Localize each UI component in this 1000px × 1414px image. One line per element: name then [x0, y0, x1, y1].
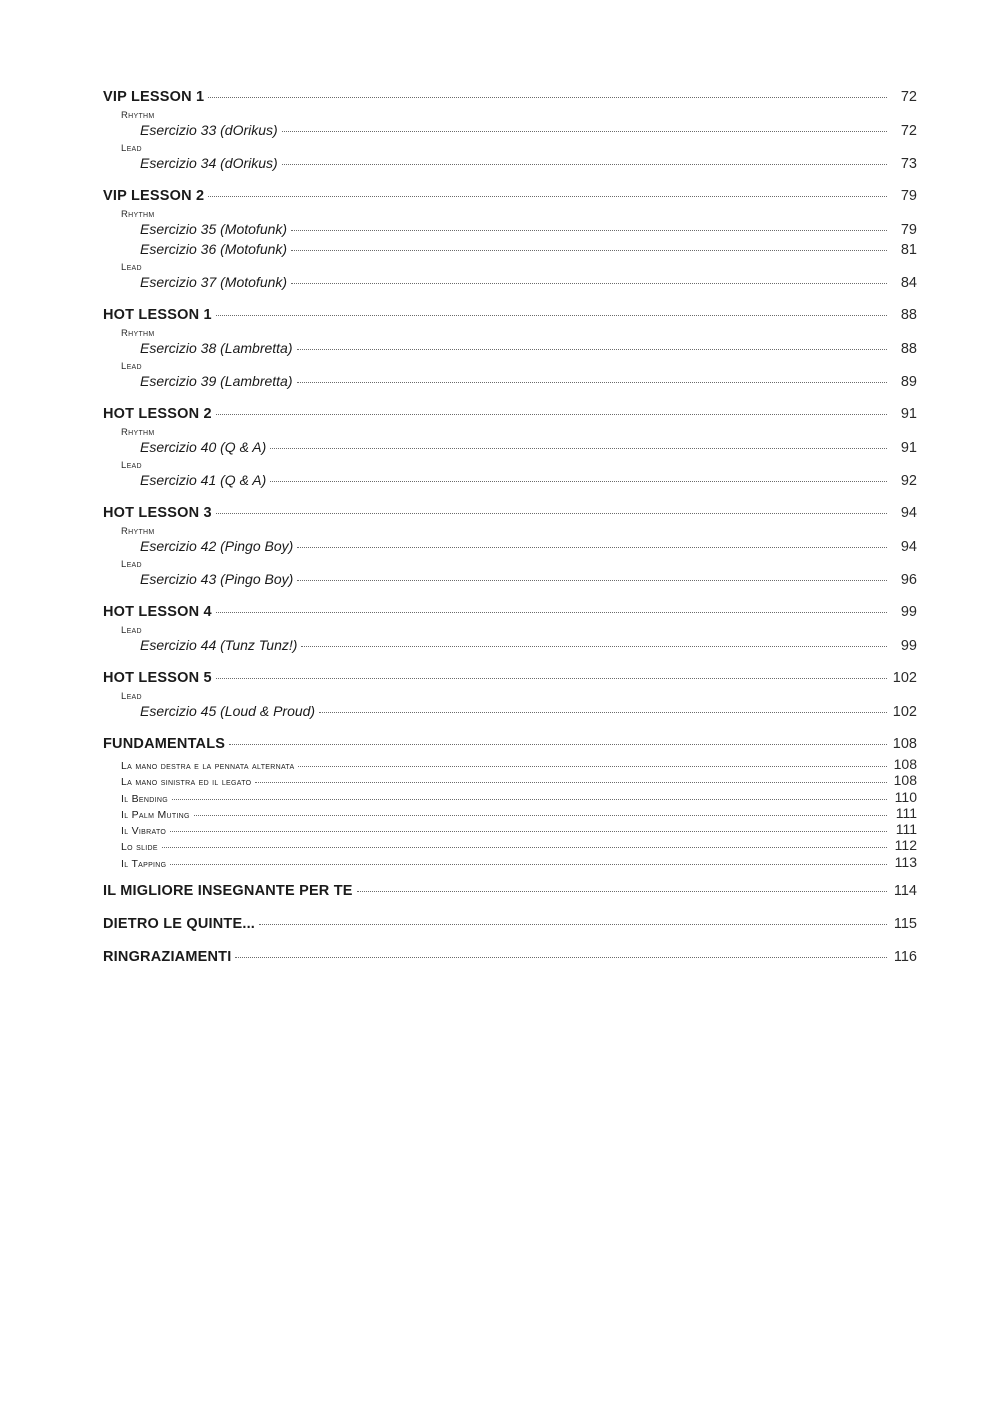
- lesson-entry[interactable]: [103, 89, 917, 109]
- lesson-entry-page-number: 91: [900, 406, 917, 422]
- lesson-entry[interactable]: [103, 406, 917, 426]
- toc-section-final: [103, 916, 917, 936]
- dot-leader: [297, 580, 887, 581]
- part-label: Rhythm: [121, 110, 155, 121]
- lesson-entry-title: HOT LESSON 3: [103, 505, 212, 521]
- fundamentals-item-page-number: 110: [894, 788, 917, 805]
- toc-section: [103, 188, 917, 294]
- fundamentals-item-page-number: 111: [895, 804, 917, 821]
- lesson-entry-title: HOT LESSON 4: [103, 604, 212, 620]
- dot-leader: [319, 712, 887, 713]
- toc-section: [103, 505, 917, 591]
- toc-section: [103, 604, 917, 657]
- exercise-entry[interactable]: [103, 340, 917, 360]
- lesson-entry[interactable]: [103, 670, 917, 690]
- exercise-entry-title: Esercizio 39 (Lambretta): [140, 373, 293, 389]
- fundamentals-item[interactable]: [103, 789, 917, 805]
- lesson-entry-page-number: 102: [892, 670, 917, 686]
- dot-leader: [162, 847, 887, 848]
- part-label: Lead: [121, 143, 142, 154]
- chapter-entry[interactable]: [103, 949, 917, 969]
- toc-section: [103, 89, 917, 175]
- exercise-entry-title: Esercizio 41 (Q & A): [140, 472, 267, 488]
- part-label: Rhythm: [121, 526, 155, 537]
- dot-leader: [297, 349, 887, 350]
- exercise-entry[interactable]: [103, 439, 917, 459]
- dot-leader: [291, 283, 887, 284]
- dot-leader: [208, 196, 887, 197]
- table-of-contents: [103, 89, 917, 982]
- part-label: Lead: [121, 262, 142, 273]
- chapter-entry[interactable]: [103, 916, 917, 936]
- exercise-entry[interactable]: [103, 538, 917, 558]
- lesson-entry-title: HOT LESSON 5: [103, 670, 212, 686]
- fundamentals-item[interactable]: [103, 805, 917, 821]
- dot-leader: [291, 230, 887, 231]
- exercise-entry-title: Esercizio 36 (Motofunk): [140, 241, 288, 257]
- lesson-entry-page-number: 94: [900, 505, 917, 521]
- fundamentals-item-title: Il Tapping: [121, 857, 167, 870]
- toc-section-fundamentals: [103, 736, 917, 870]
- dot-leader: [301, 646, 887, 647]
- exercise-entry-page-number: 92: [900, 473, 917, 489]
- toc-section-final: [103, 949, 917, 969]
- fundamentals-item-page-number: 111: [895, 821, 917, 838]
- exercise-entry[interactable]: [103, 472, 917, 492]
- dot-leader: [357, 891, 887, 892]
- dot-leader: [216, 513, 887, 514]
- toc-section: [103, 670, 917, 723]
- dot-leader: [270, 481, 887, 482]
- lesson-entry-page-number: 72: [900, 89, 917, 105]
- lesson-entry-title: HOT LESSON 2: [103, 406, 212, 422]
- chapter-entry-title: IL MIGLIORE INSEGNANTE PER TE: [103, 883, 353, 900]
- dot-leader: [297, 382, 887, 383]
- part-label: Lead: [121, 559, 142, 570]
- chapter-entry-title: RINGRAZIAMENTI: [103, 949, 232, 966]
- fundamentals-entry[interactable]: [103, 736, 917, 756]
- dot-leader: [297, 547, 887, 548]
- fundamentals-item-title: La mano destra e la pennata alternata: [121, 760, 295, 772]
- dot-leader: [216, 612, 887, 613]
- fundamentals-entry-title: FUNDAMENTALS: [103, 736, 226, 752]
- chapter-entry-title: DIETRO LE QUINTE...: [103, 916, 256, 933]
- exercise-entry-title: Esercizio 37 (Motofunk): [140, 274, 288, 290]
- fundamentals-item-title: Il Palm Muting: [121, 808, 190, 821]
- exercise-entry-title: Esercizio 33 (dOrikus): [140, 122, 278, 138]
- exercise-entry-title: Esercizio 45 (Loud & Proud): [140, 703, 316, 719]
- toc-section-final: [103, 883, 917, 903]
- dot-leader: [270, 448, 887, 449]
- exercise-entry-title: Esercizio 40 (Q & A): [140, 439, 267, 455]
- dot-leader: [170, 864, 887, 865]
- dot-leader: [170, 831, 887, 832]
- part-label: Rhythm: [121, 209, 155, 220]
- exercise-entry-page-number: 88: [900, 341, 917, 357]
- exercise-entry-page-number: 72: [900, 123, 917, 139]
- fundamentals-item-title: La mano sinistra ed il legato: [121, 776, 252, 789]
- exercise-entry[interactable]: [103, 274, 917, 294]
- exercise-entry[interactable]: [103, 571, 917, 591]
- fundamentals-item[interactable]: [103, 837, 917, 853]
- fundamentals-item-page-number: 108: [893, 756, 917, 772]
- exercise-entry-page-number: 79: [900, 222, 917, 238]
- exercise-entry-page-number: 99: [900, 638, 917, 654]
- lesson-entry-page-number: 99: [900, 604, 917, 620]
- exercise-entry[interactable]: [103, 637, 917, 657]
- fundamentals-item[interactable]: [103, 772, 917, 788]
- chapter-entry[interactable]: [103, 883, 917, 903]
- dot-leader: [194, 815, 887, 816]
- dot-leader: [216, 315, 887, 316]
- dot-leader: [291, 250, 887, 251]
- fundamentals-item[interactable]: [103, 854, 917, 870]
- dot-leader: [208, 97, 887, 98]
- lesson-entry-page-number: 79: [900, 188, 917, 204]
- part-label: Rhythm: [121, 427, 155, 438]
- lesson-entry-title: HOT LESSON 1: [103, 307, 212, 323]
- dot-leader: [255, 782, 887, 783]
- exercise-entry[interactable]: [103, 221, 917, 241]
- fundamentals-item-page-number: 113: [894, 853, 917, 870]
- lesson-entry-title: VIP LESSON 1: [103, 89, 205, 105]
- lesson-entry-title: VIP LESSON 2: [103, 188, 205, 204]
- fundamentals-item-title: Lo slide: [121, 841, 158, 854]
- exercise-entry[interactable]: [103, 373, 917, 393]
- chapter-entry-page-number: 116: [893, 949, 917, 966]
- exercise-entry-title: Esercizio 35 (Motofunk): [140, 221, 288, 237]
- exercise-entry-page-number: 91: [900, 440, 917, 456]
- dot-leader: [172, 799, 887, 800]
- toc-section: [103, 406, 917, 492]
- part-label: Lead: [121, 625, 142, 636]
- fundamentals-item-page-number: 108: [893, 772, 917, 789]
- exercise-entry-page-number: 81: [900, 242, 917, 258]
- exercise-entry-title: Esercizio 44 (Tunz Tunz!): [140, 637, 298, 653]
- fundamentals-item-page-number: 112: [894, 837, 917, 854]
- exercise-entry-page-number: 96: [900, 572, 917, 588]
- exercise-entry-title: Esercizio 34 (dOrikus): [140, 155, 278, 171]
- part-label: Rhythm: [121, 328, 155, 339]
- dot-leader: [229, 744, 887, 745]
- dot-leader: [259, 924, 887, 925]
- exercise-entry-page-number: 73: [900, 156, 917, 172]
- fundamentals-entry-page-number: 108: [892, 736, 917, 752]
- part-label: Lead: [121, 460, 142, 471]
- part-label: Lead: [121, 361, 142, 372]
- fundamentals-item[interactable]: [103, 821, 917, 837]
- exercise-entry-page-number: 84: [900, 275, 917, 291]
- exercise-entry-title: Esercizio 38 (Lambretta): [140, 340, 293, 356]
- dot-leader: [282, 164, 887, 165]
- chapter-entry-page-number: 115: [893, 916, 917, 933]
- fundamentals-item-title: Il Bending: [121, 792, 168, 805]
- exercise-entry-page-number: 89: [900, 374, 917, 390]
- dot-leader: [282, 131, 887, 132]
- dot-leader: [235, 957, 887, 958]
- exercise-entry[interactable]: [103, 241, 917, 261]
- exercise-entry-page-number: 94: [900, 539, 917, 555]
- exercise-entry-title: Esercizio 42 (Pingo Boy): [140, 538, 294, 554]
- fundamentals-item[interactable]: [103, 756, 917, 772]
- exercise-entry-title: Esercizio 43 (Pingo Boy): [140, 571, 294, 587]
- dot-leader: [298, 766, 887, 767]
- lesson-entry[interactable]: [103, 307, 917, 327]
- toc-section: [103, 307, 917, 393]
- lesson-entry[interactable]: [103, 188, 917, 208]
- chapter-entry-page-number: 114: [893, 883, 917, 900]
- lesson-entry[interactable]: [103, 604, 917, 624]
- fundamentals-item-title: Il Vibrato: [121, 825, 167, 838]
- dot-leader: [216, 414, 887, 415]
- exercise-entry[interactable]: [103, 155, 917, 175]
- lesson-entry[interactable]: [103, 505, 917, 525]
- part-label: Lead: [121, 691, 142, 702]
- dot-leader: [216, 678, 887, 679]
- exercise-entry[interactable]: [103, 122, 917, 142]
- exercise-entry[interactable]: [103, 703, 917, 723]
- lesson-entry-page-number: 88: [900, 307, 917, 323]
- exercise-entry-page-number: 102: [892, 704, 917, 720]
